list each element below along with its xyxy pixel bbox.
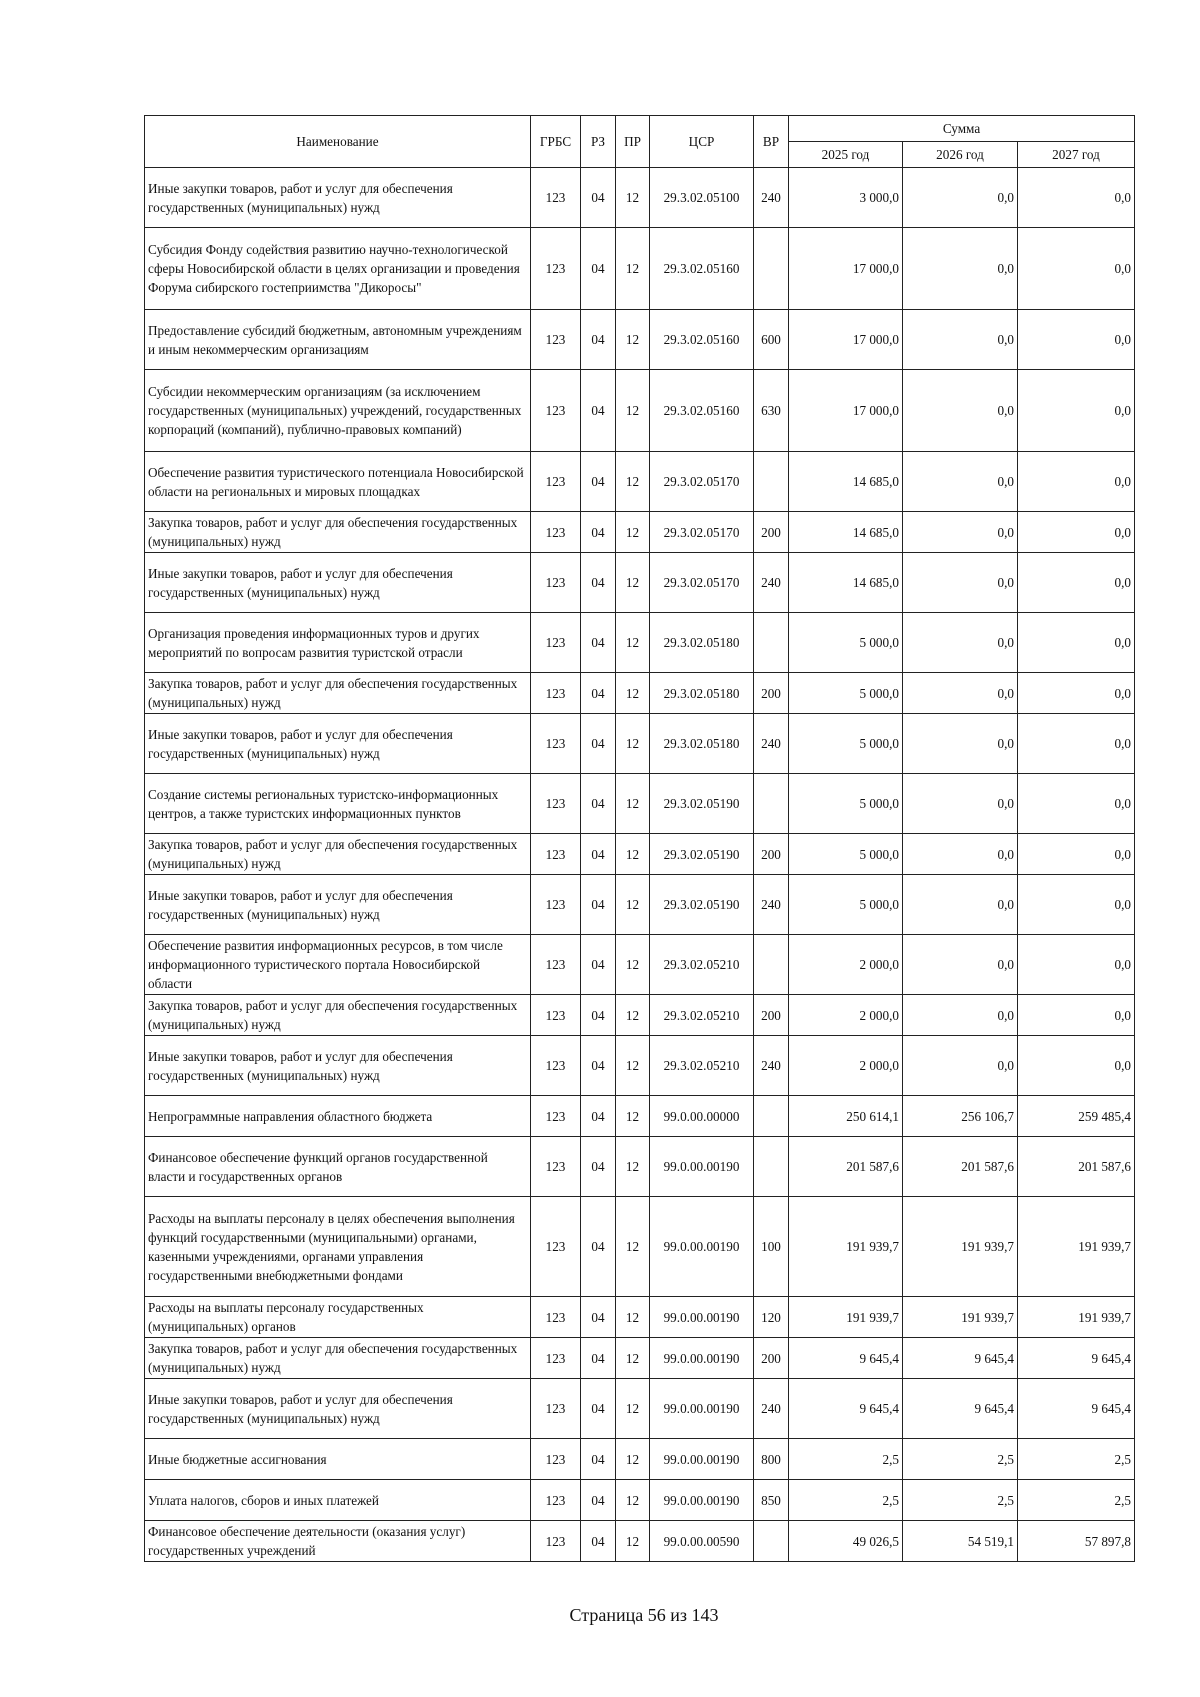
table-row — [145, 310, 1135, 370]
table-row — [145, 512, 1135, 553]
cell-sum-2027: 191 939,7 — [1018, 1297, 1135, 1338]
table-row — [145, 1137, 1135, 1197]
cell-vr — [754, 1096, 789, 1137]
table-row — [145, 1096, 1135, 1137]
cell-rz: 04 — [581, 1379, 616, 1439]
cell-rz: 04 — [581, 875, 616, 935]
cell-sum-2025: 9 645,4 — [789, 1338, 903, 1379]
cell-rz: 04 — [581, 452, 616, 512]
cell-csr: 99.0.00.00190 — [650, 1137, 754, 1197]
cell-grbs: 123 — [531, 1096, 581, 1137]
cell-sum-2025: 191 939,7 — [789, 1197, 903, 1297]
cell-sum-2027: 0,0 — [1018, 452, 1135, 512]
cell-sum-2027: 191 939,7 — [1018, 1197, 1135, 1297]
cell-name: Иные закупки товаров, работ и услуг для обеспечения государственных (муниципальных) нужд — [145, 875, 531, 935]
cell-sum-2026: 256 106,7 — [903, 1096, 1018, 1137]
cell-vr: 200 — [754, 512, 789, 553]
cell-sum-2027: 0,0 — [1018, 935, 1135, 995]
cell-rz: 04 — [581, 714, 616, 774]
cell-rz: 04 — [581, 168, 616, 228]
cell-pr: 12 — [616, 310, 650, 370]
cell-pr: 12 — [616, 714, 650, 774]
cell-sum-2026: 0,0 — [903, 452, 1018, 512]
header-rz: РЗ — [581, 116, 616, 168]
cell-rz: 04 — [581, 1137, 616, 1197]
cell-sum-2026: 0,0 — [903, 613, 1018, 673]
cell-sum-2027: 0,0 — [1018, 370, 1135, 452]
cell-pr: 12 — [616, 995, 650, 1036]
cell-sum-2026: 9 645,4 — [903, 1379, 1018, 1439]
cell-csr: 29.3.02.05100 — [650, 168, 754, 228]
table-row — [145, 168, 1135, 228]
cell-sum-2025: 5 000,0 — [789, 875, 903, 935]
cell-grbs: 123 — [531, 1137, 581, 1197]
cell-vr: 200 — [754, 673, 789, 714]
cell-sum-2025: 5 000,0 — [789, 714, 903, 774]
cell-csr: 29.3.02.05170 — [650, 553, 754, 613]
cell-sum-2026: 54 519,1 — [903, 1521, 1018, 1562]
cell-grbs: 123 — [531, 370, 581, 452]
header-name: Наименование — [145, 116, 531, 168]
table-row — [145, 673, 1135, 714]
cell-grbs: 123 — [531, 1521, 581, 1562]
cell-sum-2027: 0,0 — [1018, 228, 1135, 310]
cell-pr: 12 — [616, 1439, 650, 1480]
cell-csr: 29.3.02.05180 — [650, 673, 754, 714]
cell-sum-2027: 259 485,4 — [1018, 1096, 1135, 1137]
table-row — [145, 1297, 1135, 1338]
cell-csr: 29.3.02.05170 — [650, 452, 754, 512]
cell-grbs: 123 — [531, 673, 581, 714]
table-row — [145, 935, 1135, 995]
cell-name: Обеспечение развития туристического потенциала Новосибирской области на региональных и мировых площадках — [145, 452, 531, 512]
table-row — [145, 228, 1135, 310]
cell-sum-2026: 0,0 — [903, 512, 1018, 553]
cell-name: Организация проведения информационных туров и других мероприятий по вопросам развития туристской отрасли — [145, 613, 531, 673]
cell-vr: 120 — [754, 1297, 789, 1338]
cell-vr: 200 — [754, 1338, 789, 1379]
cell-pr: 12 — [616, 1480, 650, 1521]
cell-vr — [754, 935, 789, 995]
cell-sum-2027: 0,0 — [1018, 310, 1135, 370]
cell-name: Предоставление субсидий бюджетным, автономным учреждениям и иным некоммерческим организациям — [145, 310, 531, 370]
cell-pr: 12 — [616, 1197, 650, 1297]
cell-sum-2025: 17 000,0 — [789, 370, 903, 452]
cell-pr: 12 — [616, 1379, 650, 1439]
cell-rz: 04 — [581, 673, 616, 714]
cell-csr: 29.3.02.05160 — [650, 228, 754, 310]
cell-vr: 240 — [754, 553, 789, 613]
cell-csr: 29.3.02.05160 — [650, 310, 754, 370]
cell-vr — [754, 452, 789, 512]
cell-rz: 04 — [581, 1338, 616, 1379]
cell-name: Непрограммные направления областного бюджета — [145, 1096, 531, 1137]
table-body — [145, 168, 1135, 1562]
table-row — [145, 1197, 1135, 1297]
cell-pr: 12 — [616, 935, 650, 995]
cell-sum-2027: 57 897,8 — [1018, 1521, 1135, 1562]
cell-name: Закупка товаров, работ и услуг для обеспечения государственных (муниципальных) нужд — [145, 512, 531, 553]
cell-name: Иные закупки товаров, работ и услуг для обеспечения государственных (муниципальных) нужд — [145, 714, 531, 774]
cell-name: Субсидии некоммерческим организациям (за исключением государственных (муниципальных) учреждений, государственных корпораций (компаний), публично-правовых компаний) — [145, 370, 531, 452]
cell-pr: 12 — [616, 553, 650, 613]
cell-csr: 99.0.00.00190 — [650, 1338, 754, 1379]
cell-grbs: 123 — [531, 1297, 581, 1338]
cell-sum-2025: 3 000,0 — [789, 168, 903, 228]
table-row — [145, 875, 1135, 935]
cell-csr: 29.3.02.05160 — [650, 370, 754, 452]
table-row — [145, 1379, 1135, 1439]
cell-grbs: 123 — [531, 553, 581, 613]
cell-sum-2026: 0,0 — [903, 1036, 1018, 1096]
cell-pr: 12 — [616, 834, 650, 875]
cell-sum-2025: 9 645,4 — [789, 1379, 903, 1439]
cell-vr: 630 — [754, 370, 789, 452]
cell-name: Закупка товаров, работ и услуг для обеспечения государственных (муниципальных) нужд — [145, 673, 531, 714]
cell-rz: 04 — [581, 1036, 616, 1096]
cell-pr: 12 — [616, 1521, 650, 1562]
cell-csr: 99.0.00.00190 — [650, 1297, 754, 1338]
cell-rz: 04 — [581, 1521, 616, 1562]
cell-pr: 12 — [616, 613, 650, 673]
table-row — [145, 774, 1135, 834]
cell-pr: 12 — [616, 1137, 650, 1197]
cell-sum-2027: 2,5 — [1018, 1439, 1135, 1480]
cell-grbs: 123 — [531, 613, 581, 673]
cell-sum-2026: 0,0 — [903, 370, 1018, 452]
cell-sum-2026: 0,0 — [903, 774, 1018, 834]
cell-sum-2025: 250 614,1 — [789, 1096, 903, 1137]
cell-pr: 12 — [616, 512, 650, 553]
cell-grbs: 123 — [531, 1379, 581, 1439]
cell-sum-2027: 0,0 — [1018, 613, 1135, 673]
table-row — [145, 995, 1135, 1036]
cell-grbs: 123 — [531, 935, 581, 995]
cell-grbs: 123 — [531, 1439, 581, 1480]
cell-sum-2027: 0,0 — [1018, 714, 1135, 774]
cell-rz: 04 — [581, 310, 616, 370]
cell-grbs: 123 — [531, 1338, 581, 1379]
cell-sum-2026: 0,0 — [903, 935, 1018, 995]
cell-name: Иные бюджетные ассигнования — [145, 1439, 531, 1480]
cell-csr: 29.3.02.05170 — [650, 512, 754, 553]
cell-sum-2025: 2 000,0 — [789, 935, 903, 995]
cell-csr: 99.0.00.00000 — [650, 1096, 754, 1137]
cell-name: Создание системы региональных туристско-информационных центров, а также туристских информационных пунктов — [145, 774, 531, 834]
cell-rz: 04 — [581, 1439, 616, 1480]
cell-pr: 12 — [616, 774, 650, 834]
cell-name: Обеспечение развития информационных ресурсов, в том числе информационного туристического портала Новосибирской области — [145, 935, 531, 995]
cell-sum-2025: 191 939,7 — [789, 1297, 903, 1338]
cell-name: Субсидия Фонду содействия развитию научно-технологической сферы Новосибирской области в целях организации и проведения Форума сибирского гостеприимства "Дикоросы" — [145, 228, 531, 310]
table-row — [145, 714, 1135, 774]
cell-grbs: 123 — [531, 1197, 581, 1297]
cell-rz: 04 — [581, 370, 616, 452]
cell-rz: 04 — [581, 553, 616, 613]
cell-grbs: 123 — [531, 310, 581, 370]
cell-sum-2027: 9 645,4 — [1018, 1338, 1135, 1379]
cell-csr: 99.0.00.00190 — [650, 1480, 754, 1521]
table-row — [145, 834, 1135, 875]
cell-sum-2025: 5 000,0 — [789, 774, 903, 834]
table-row — [145, 613, 1135, 673]
cell-rz: 04 — [581, 834, 616, 875]
cell-grbs: 123 — [531, 995, 581, 1036]
cell-csr: 29.3.02.05210 — [650, 1036, 754, 1096]
cell-csr: 29.3.02.05190 — [650, 834, 754, 875]
cell-vr: 800 — [754, 1439, 789, 1480]
cell-sum-2025: 2 000,0 — [789, 995, 903, 1036]
cell-sum-2025: 17 000,0 — [789, 310, 903, 370]
cell-sum-2027: 2,5 — [1018, 1480, 1135, 1521]
cell-sum-2025: 49 026,5 — [789, 1521, 903, 1562]
header-year-2025: 2025 год — [789, 142, 903, 168]
cell-pr: 12 — [616, 370, 650, 452]
cell-vr: 100 — [754, 1197, 789, 1297]
cell-name: Расходы на выплаты персоналу государственных (муниципальных) органов — [145, 1297, 531, 1338]
cell-csr: 29.3.02.05190 — [650, 774, 754, 834]
cell-pr: 12 — [616, 875, 650, 935]
cell-grbs: 123 — [531, 452, 581, 512]
header-row-top — [145, 116, 1135, 142]
header-year-2026: 2026 год — [903, 142, 1018, 168]
cell-name: Расходы на выплаты персоналу в целях обеспечения выполнения функций государственными (муниципальными) органами, казенными учреждениями, органами управления государственными внебюджетными фондами — [145, 1197, 531, 1297]
cell-pr: 12 — [616, 1297, 650, 1338]
cell-sum-2025: 5 000,0 — [789, 673, 903, 714]
cell-name: Иные закупки товаров, работ и услуг для обеспечения государственных (муниципальных) нужд — [145, 553, 531, 613]
table-row — [145, 1480, 1135, 1521]
page-number: Страница 56 из 143 — [569, 1605, 719, 1625]
cell-sum-2027: 0,0 — [1018, 168, 1135, 228]
table-row — [145, 553, 1135, 613]
cell-grbs: 123 — [531, 1480, 581, 1521]
cell-rz: 04 — [581, 228, 616, 310]
cell-sum-2026: 0,0 — [903, 995, 1018, 1036]
cell-sum-2026: 191 939,7 — [903, 1297, 1018, 1338]
cell-sum-2027: 201 587,6 — [1018, 1137, 1135, 1197]
cell-sum-2026: 0,0 — [903, 168, 1018, 228]
cell-grbs: 123 — [531, 834, 581, 875]
cell-sum-2027: 0,0 — [1018, 553, 1135, 613]
header-vr: ВР — [754, 116, 789, 168]
cell-sum-2026: 2,5 — [903, 1480, 1018, 1521]
cell-name: Закупка товаров, работ и услуг для обеспечения государственных (муниципальных) нужд — [145, 1338, 531, 1379]
cell-sum-2026: 2,5 — [903, 1439, 1018, 1480]
cell-sum-2025: 14 685,0 — [789, 553, 903, 613]
cell-grbs: 123 — [531, 714, 581, 774]
cell-sum-2026: 0,0 — [903, 875, 1018, 935]
cell-name: Закупка товаров, работ и услуг для обеспечения государственных (муниципальных) нужд — [145, 834, 531, 875]
cell-sum-2027: 0,0 — [1018, 995, 1135, 1036]
cell-pr: 12 — [616, 1338, 650, 1379]
cell-vr: 240 — [754, 875, 789, 935]
budget-table — [144, 115, 1135, 1562]
cell-pr: 12 — [616, 1036, 650, 1096]
cell-sum-2026: 0,0 — [903, 553, 1018, 613]
cell-pr: 12 — [616, 1096, 650, 1137]
cell-sum-2026: 0,0 — [903, 228, 1018, 310]
cell-rz: 04 — [581, 512, 616, 553]
header-csr: ЦСР — [650, 116, 754, 168]
cell-sum-2025: 17 000,0 — [789, 228, 903, 310]
cell-sum-2026: 191 939,7 — [903, 1197, 1018, 1297]
cell-sum-2025: 2,5 — [789, 1439, 903, 1480]
cell-grbs: 123 — [531, 168, 581, 228]
cell-sum-2027: 9 645,4 — [1018, 1379, 1135, 1439]
cell-csr: 99.0.00.00190 — [650, 1197, 754, 1297]
header-grbs: ГРБС — [531, 116, 581, 168]
cell-sum-2026: 0,0 — [903, 673, 1018, 714]
cell-csr: 29.3.02.05180 — [650, 613, 754, 673]
cell-vr: 240 — [754, 168, 789, 228]
cell-sum-2026: 0,0 — [903, 834, 1018, 875]
cell-pr: 12 — [616, 452, 650, 512]
cell-csr: 29.3.02.05190 — [650, 875, 754, 935]
cell-name: Иные закупки товаров, работ и услуг для обеспечения государственных (муниципальных) нужд — [145, 1036, 531, 1096]
cell-csr: 29.3.02.05180 — [650, 714, 754, 774]
cell-csr: 29.3.02.05210 — [650, 935, 754, 995]
cell-name: Иные закупки товаров, работ и услуг для обеспечения государственных (муниципальных) нужд — [145, 168, 531, 228]
cell-sum-2027: 0,0 — [1018, 774, 1135, 834]
cell-rz: 04 — [581, 1096, 616, 1137]
table-row — [145, 1439, 1135, 1480]
cell-grbs: 123 — [531, 1036, 581, 1096]
cell-sum-2026: 0,0 — [903, 310, 1018, 370]
cell-grbs: 123 — [531, 875, 581, 935]
cell-sum-2026: 0,0 — [903, 714, 1018, 774]
cell-csr: 99.0.00.00590 — [650, 1521, 754, 1562]
cell-rz: 04 — [581, 1480, 616, 1521]
header-pr: ПР — [616, 116, 650, 168]
cell-vr — [754, 228, 789, 310]
cell-name: Финансовое обеспечение деятельности (оказания услуг) государственных учреждений — [145, 1521, 531, 1562]
table-header — [145, 116, 1135, 168]
table-row — [145, 1338, 1135, 1379]
cell-grbs: 123 — [531, 228, 581, 310]
cell-vr: 850 — [754, 1480, 789, 1521]
cell-vr: 240 — [754, 714, 789, 774]
cell-csr: 99.0.00.00190 — [650, 1379, 754, 1439]
cell-pr: 12 — [616, 673, 650, 714]
cell-sum-2025: 2 000,0 — [789, 1036, 903, 1096]
cell-vr: 200 — [754, 995, 789, 1036]
table-row — [145, 1036, 1135, 1096]
cell-sum-2025: 5 000,0 — [789, 613, 903, 673]
cell-pr: 12 — [616, 228, 650, 310]
cell-name: Финансовое обеспечение функций органов государственной власти и государственных органов — [145, 1137, 531, 1197]
cell-vr: 240 — [754, 1379, 789, 1439]
cell-rz: 04 — [581, 613, 616, 673]
cell-vr — [754, 774, 789, 834]
cell-grbs: 123 — [531, 774, 581, 834]
cell-grbs: 123 — [531, 512, 581, 553]
cell-vr: 200 — [754, 834, 789, 875]
cell-vr — [754, 1521, 789, 1562]
cell-vr: 240 — [754, 1036, 789, 1096]
cell-rz: 04 — [581, 935, 616, 995]
cell-sum-2026: 201 587,6 — [903, 1137, 1018, 1197]
header-year-2027: 2027 год — [1018, 142, 1135, 168]
cell-sum-2026: 9 645,4 — [903, 1338, 1018, 1379]
table-row — [145, 370, 1135, 452]
cell-sum-2025: 14 685,0 — [789, 452, 903, 512]
table-row — [145, 452, 1135, 512]
cell-sum-2027: 0,0 — [1018, 875, 1135, 935]
cell-vr — [754, 1137, 789, 1197]
cell-name: Закупка товаров, работ и услуг для обеспечения государственных (муниципальных) нужд — [145, 995, 531, 1036]
cell-name: Иные закупки товаров, работ и услуг для обеспечения государственных (муниципальных) нужд — [145, 1379, 531, 1439]
cell-rz: 04 — [581, 995, 616, 1036]
cell-sum-2025: 201 587,6 — [789, 1137, 903, 1197]
cell-rz: 04 — [581, 1197, 616, 1297]
cell-sum-2027: 0,0 — [1018, 673, 1135, 714]
cell-sum-2025: 2,5 — [789, 1480, 903, 1521]
cell-rz: 04 — [581, 774, 616, 834]
table-row — [145, 1521, 1135, 1562]
cell-rz: 04 — [581, 1297, 616, 1338]
cell-sum-2025: 5 000,0 — [789, 834, 903, 875]
cell-vr: 600 — [754, 310, 789, 370]
cell-csr: 99.0.00.00190 — [650, 1439, 754, 1480]
cell-vr — [754, 613, 789, 673]
cell-sum-2025: 14 685,0 — [789, 512, 903, 553]
cell-pr: 12 — [616, 168, 650, 228]
cell-sum-2027: 0,0 — [1018, 1036, 1135, 1096]
cell-name: Уплата налогов, сборов и иных платежей — [145, 1480, 531, 1521]
cell-sum-2027: 0,0 — [1018, 512, 1135, 553]
cell-csr: 29.3.02.05210 — [650, 995, 754, 1036]
cell-sum-2027: 0,0 — [1018, 834, 1135, 875]
header-sum: Сумма — [789, 116, 1135, 142]
